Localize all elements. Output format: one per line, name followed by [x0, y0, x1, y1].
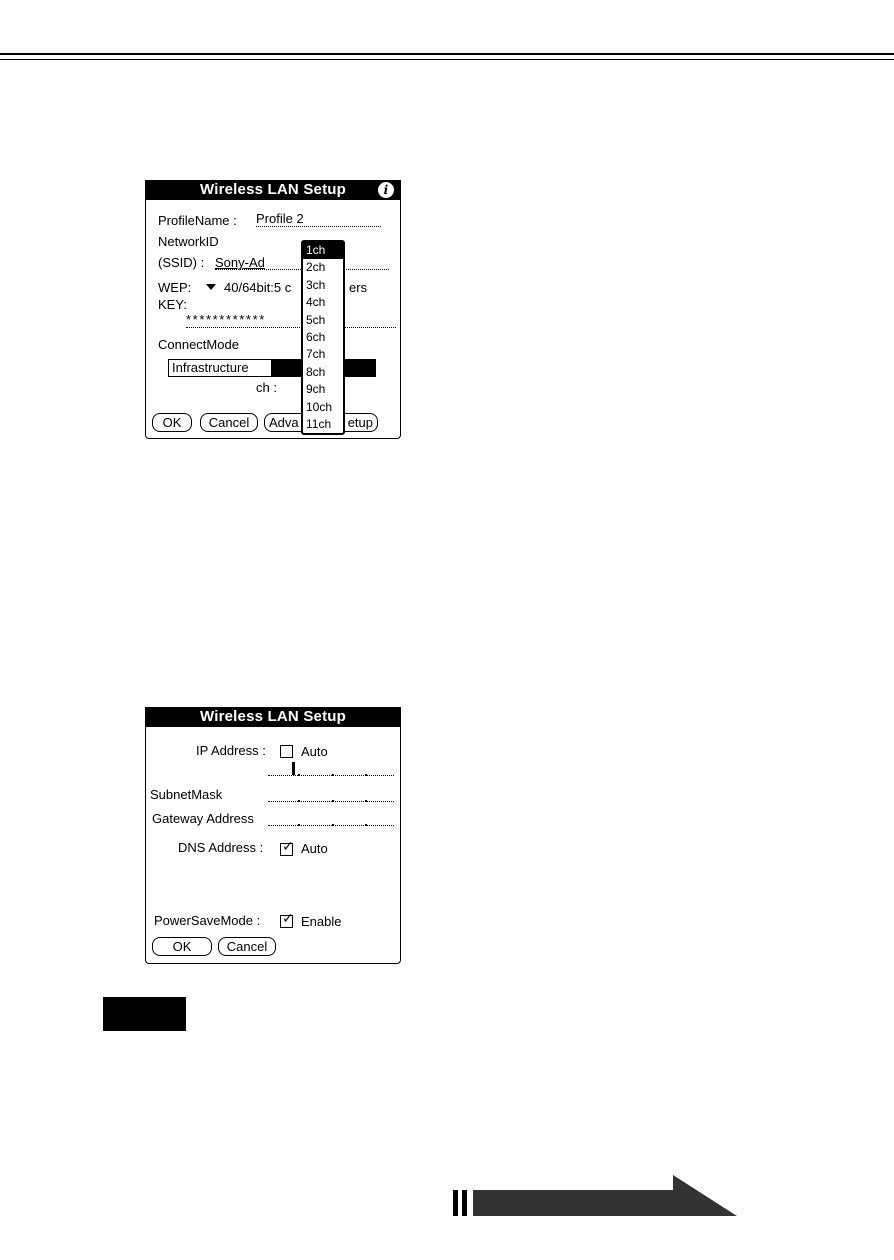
ip-address-field[interactable]: [268, 775, 394, 776]
key-field[interactable]: ************: [186, 312, 266, 327]
power-save-enable-label: Enable: [301, 914, 342, 929]
ssid-field[interactable]: Sony-Ad: [215, 255, 265, 270]
wep-value[interactable]: 40/64bit:5 c: [224, 280, 292, 295]
channel-option[interactable]: 3ch: [306, 277, 326, 292]
ip-separator: [365, 774, 367, 776]
network-id-label: NetworkID: [158, 234, 219, 249]
channel-option[interactable]: 4ch: [306, 295, 326, 310]
wep-value-tail: ers: [349, 280, 368, 295]
top-rule-thin: [0, 59, 894, 60]
ssid-label: (SSID) :: [158, 255, 205, 270]
dns-auto-checkbox[interactable]: [280, 838, 294, 856]
subnet-separator: [365, 800, 367, 802]
channel-option[interactable]: 1ch: [303, 242, 343, 259]
wep-dropdown-icon[interactable]: [206, 284, 216, 290]
checkmark-icon: ✓: [282, 838, 294, 854]
advanced-button-right-text: etup: [347, 415, 373, 430]
ip-address-label: IP Address :: [196, 743, 266, 758]
subnet-mask-label: SubnetMask: [150, 787, 223, 802]
gateway-separator: [298, 824, 300, 826]
ok-button[interactable]: OK: [152, 937, 212, 956]
power-save-mode-label: PowerSaveMode :: [154, 913, 261, 928]
dns-address-label: DNS Address :: [178, 840, 264, 855]
profile-name-underline: [256, 226, 381, 227]
channel-option[interactable]: 10ch: [306, 399, 333, 414]
screen-title: Wireless LAN Setup: [200, 708, 346, 725]
profile-name-label: ProfileName :: [158, 213, 237, 228]
profile-name-field[interactable]: Profile 2: [256, 211, 304, 226]
cancel-button[interactable]: Cancel: [200, 413, 258, 432]
subnet-separator: [298, 800, 300, 802]
power-save-checkbox[interactable]: [280, 910, 294, 928]
wireless-lan-setup-screen-2: [145, 707, 401, 964]
channel-option[interactable]: 11ch: [306, 416, 332, 431]
checkmark-icon: ✓: [282, 910, 294, 926]
ok-button[interactable]: OK: [152, 413, 192, 432]
ip-auto-checkbox[interactable]: [280, 745, 293, 758]
channel-dropdown-list[interactable]: [301, 240, 345, 435]
cancel-button[interactable]: Cancel: [218, 937, 276, 956]
dns-auto-label: Auto: [301, 841, 328, 856]
title-bar: [145, 707, 401, 727]
info-icon[interactable]: i: [378, 182, 394, 198]
channel-option[interactable]: 2ch: [306, 260, 326, 275]
next-page-arrow-icon[interactable]: [453, 1174, 737, 1218]
title-bar: [145, 180, 401, 200]
text-cursor: [292, 762, 295, 775]
top-rule: [0, 53, 894, 55]
wep-label: WEP:: [158, 280, 192, 295]
wireless-lan-setup-screen-1: [145, 180, 401, 439]
gateway-address-label: Gateway Address: [152, 811, 254, 826]
gateway-separator: [332, 824, 334, 826]
key-label: KEY:: [158, 297, 187, 312]
subnet-separator: [332, 800, 334, 802]
channel-option[interactable]: 7ch: [306, 347, 326, 362]
advanced-button-left-text: Adva: [269, 415, 299, 430]
subnet-mask-field[interactable]: [268, 801, 394, 802]
section-marker-tab: [103, 997, 186, 1031]
channel-label: ch :: [256, 380, 277, 395]
ip-separator: [332, 774, 334, 776]
screen-title: Wireless LAN Setup: [200, 181, 346, 198]
gateway-separator: [365, 824, 367, 826]
ip-auto-label: Auto: [301, 744, 328, 759]
key-underline: [186, 327, 396, 328]
ip-separator: [298, 774, 300, 776]
connect-mode-value[interactable]: Infrastructure: [169, 360, 271, 376]
connect-mode-label: ConnectMode: [158, 337, 239, 352]
channel-option[interactable]: 9ch: [306, 382, 326, 397]
gateway-address-field[interactable]: [268, 825, 394, 826]
channel-option[interactable]: 8ch: [306, 364, 326, 379]
channel-option[interactable]: 5ch: [306, 312, 326, 327]
channel-option[interactable]: 6ch: [306, 329, 326, 344]
